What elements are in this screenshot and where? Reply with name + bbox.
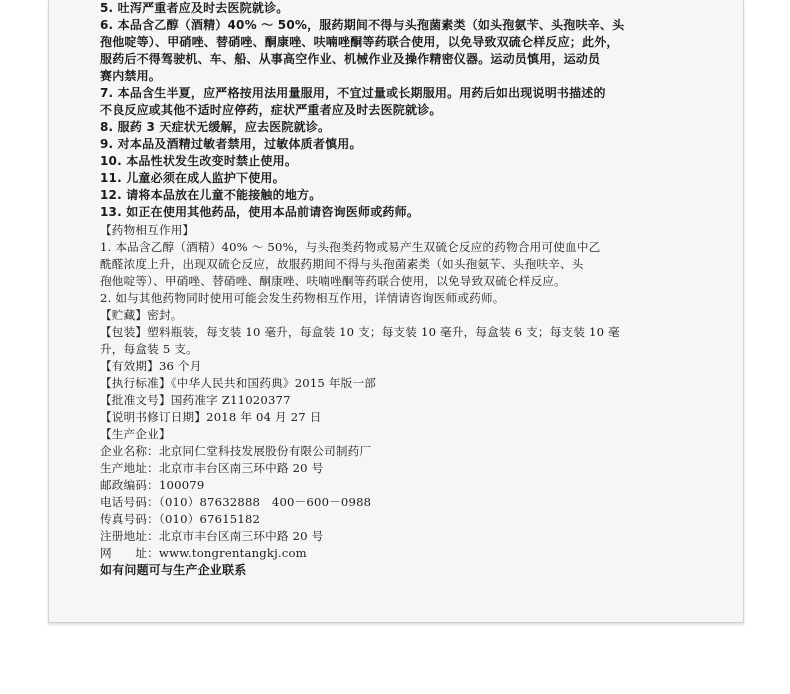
- precaution-line: 10. 本品性状发生改变时禁止使用。: [100, 154, 298, 168]
- precaution-line: 孢他啶等）、甲硝唑、替硝唑、酮康唑、呋喃唑酮等药联合使用，以免导致双硫仑样反应；此外，: [100, 35, 619, 49]
- standard-section: 【执行标准】《中华人民共和国药典》2015 年版一部: [100, 376, 377, 390]
- precaution-line: 9. 对本品及酒精过敏者禁用，过敏体质者慎用。: [100, 137, 362, 151]
- manufacturer-line: 邮政编码：100079: [100, 478, 205, 492]
- manufacturer-line: 电话号码：（010）87632888 400－600－0988: [100, 495, 372, 509]
- manufacturer-line: 生产地址：北京市丰台区南三环中路 20 号: [100, 461, 324, 475]
- manufacturer-line: 传真号码：（010）67615182: [100, 512, 261, 526]
- interaction-line: 1. 本品含乙醇（酒精）40% ～ 50%，与头孢类药物或易产生双硫仑反应的药物合用可使血中乙: [100, 240, 601, 254]
- manufacturer-heading: 【生产企业】: [100, 427, 171, 441]
- leaflet-text: [100, 0, 700, 579]
- packaging-line: 【包装】塑料瓶装，每支装 10 毫升，每盒装 10 支；每支装 10 毫升，每盒装 6 支；每支装 10 毫: [100, 325, 620, 339]
- precaution-line: 12. 请将本品放在儿童不能接触的地方。: [100, 188, 322, 202]
- validity-section: 【有效期】36 个月: [100, 359, 202, 373]
- precaution-line: 服药后不得驾驶机、车、船、从事高空作业、机械作业及操作精密仪器。运动员慎用，运动员: [100, 52, 601, 66]
- precaution-line: 6. 本品含乙醇（酒精）40% ～ 50%，服药期间不得与头孢菌素类（如头孢氨苄、头孢呋辛、头: [100, 18, 625, 32]
- precaution-line: 8. 服药 3 天症状无缓解，应去医院就诊。: [100, 120, 331, 134]
- manufacturer-line: 企业名称：北京同仁堂科技发展股份有限公司制药厂: [100, 444, 372, 458]
- manufacturer-line: 网 址：www.tongrentangkj.com: [100, 546, 307, 560]
- storage-section: 【贮藏】密封。: [100, 308, 183, 322]
- revision-date-section: 【说明书修订日期】2018 年 04 月 27 日: [100, 410, 322, 424]
- interaction-line: 孢他啶等）、甲硝唑、替硝唑、酮康唑、呋喃唑酮等药联合使用，以免导致双硫仑样反应。: [100, 274, 566, 288]
- manufacturer-line: 注册地址：北京市丰台区南三环中路 20 号: [100, 529, 324, 543]
- precaution-line: 不良反应或其他不适时应停药，症状严重者应及时去医院就诊。: [100, 103, 442, 117]
- interactions-heading: 【药物相互作用】: [100, 223, 195, 237]
- approval-section: 【批准文号】国药准字 Z11020377: [100, 393, 291, 407]
- precaution-line: 7. 本品含生半夏，应严格按用法用量服用，不宜过量或长期服用。用药后如出现说明书描述的: [100, 86, 606, 100]
- interaction-line: 2. 如与其他药物同时使用可能会发生药物相互作用，详情请咨询医师或药师。: [100, 291, 505, 305]
- precaution-line: 5. 吐泻严重者应及时去医院就诊。: [100, 1, 289, 15]
- footer-note: 如有问题可与生产企业联系: [100, 563, 247, 577]
- interaction-line: 酰醛浓度上升，出现双硫仑反应，故服药期间不得与头孢菌素类（如头孢氨苄、头孢呋辛、头: [100, 257, 584, 271]
- precaution-line: 11. 儿童必须在成人监护下使用。: [100, 171, 285, 185]
- precaution-line: 13. 如正在使用其他药品，使用本品前请咨询医师或药师。: [100, 205, 420, 219]
- packaging-line: 升，每盒装 5 支。: [100, 342, 198, 356]
- precaution-line: 赛内禁用。: [100, 69, 162, 83]
